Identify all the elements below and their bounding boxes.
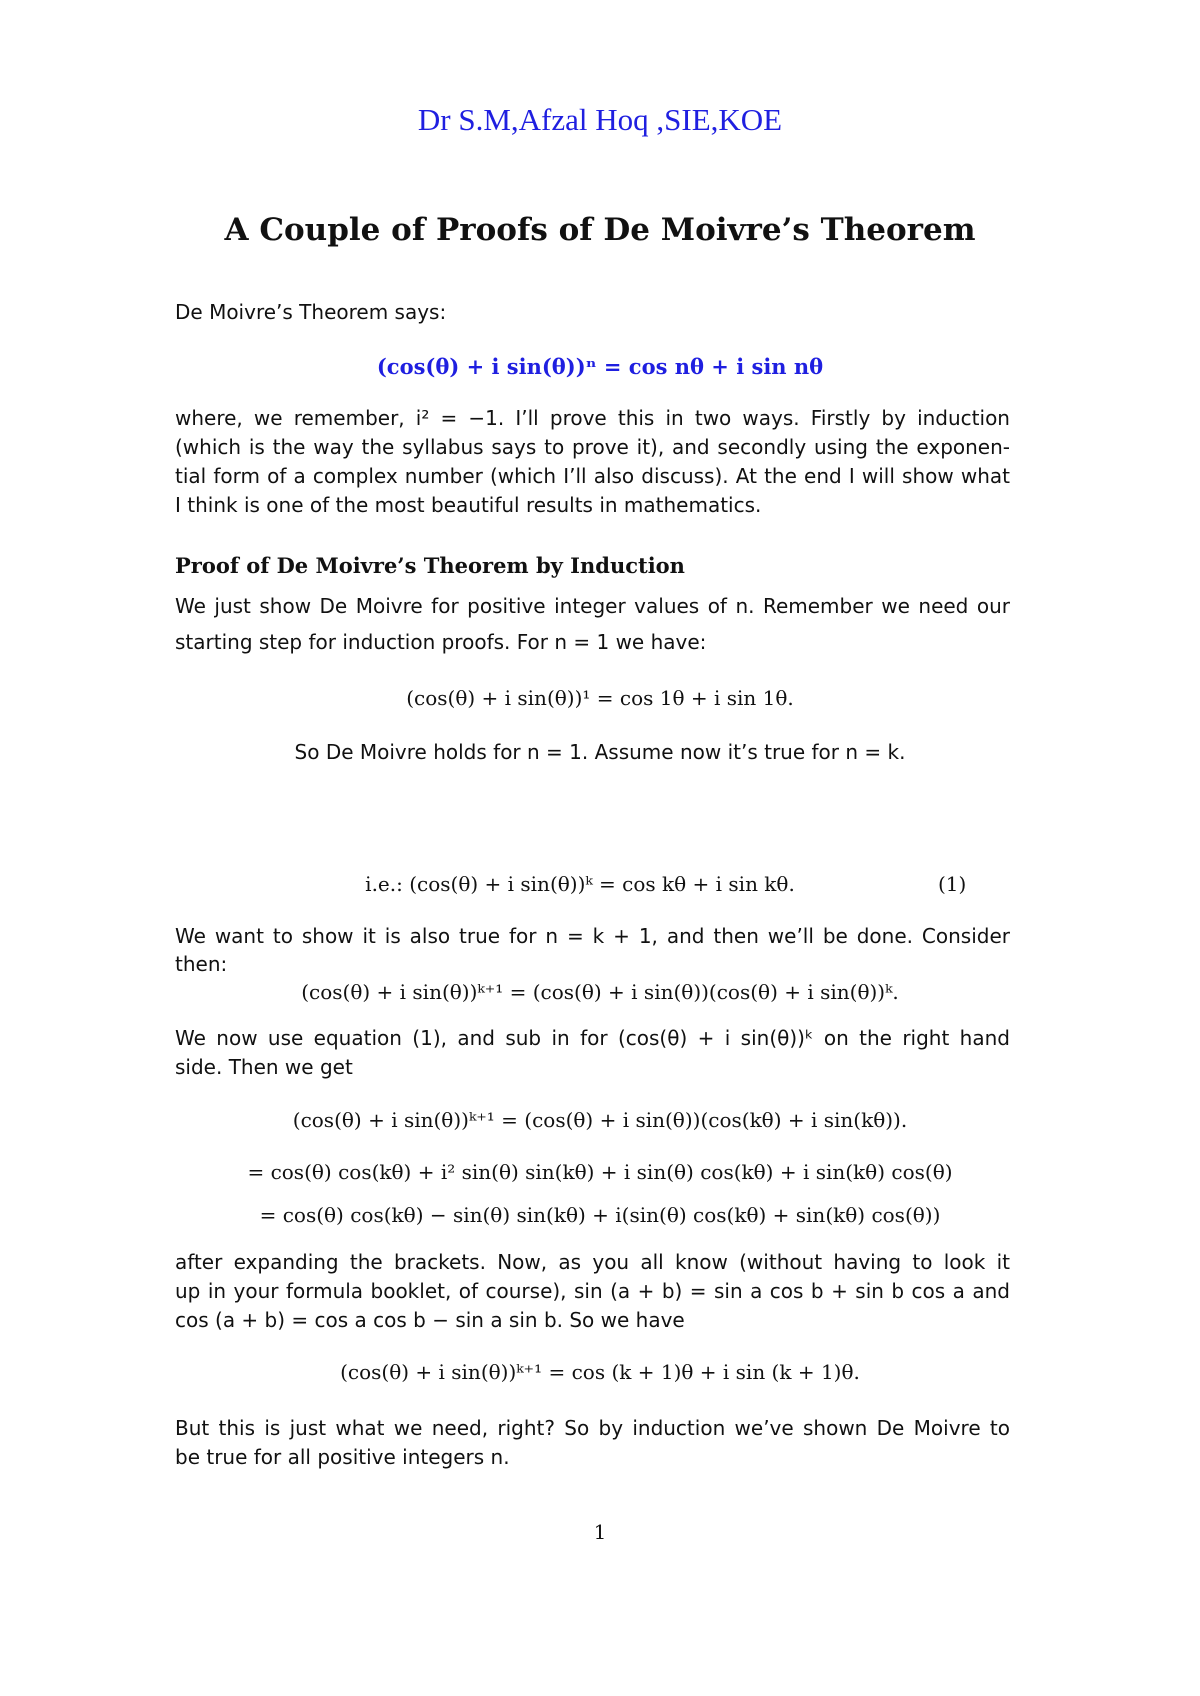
p4-line-1: after expanding the brackets. Now, as you all know (without having to look it [175, 1250, 1010, 1274]
page-number: 1 [593, 1520, 607, 1544]
equation-consider: (cos(θ) + i sin(θ))ᵏ⁺¹ = (cos(θ) + i sin(θ))(cos(θ) + i sin(θ))ᵏ. [301, 980, 899, 1004]
section-heading: Proof of De Moivre’s Theorem by Induction [175, 553, 685, 578]
p4-line-3: cos (a + b) = cos a cos b − sin a sin b. So we have [175, 1308, 685, 1332]
intro-says: De Moivre’s Theorem says: [175, 300, 447, 324]
p5-line-2: be true for all positive integers n. [175, 1445, 510, 1469]
equation-expand-c: = cos(θ) cos(kθ) − sin(θ) sin(kθ) + i(sin(θ) cos(kθ) + sin(kθ) cos(θ)) [259, 1203, 941, 1227]
p1-line-1: We just show De Moivre for positive integer values of n. Remember we need our [175, 594, 1010, 618]
p1-line-2: starting step for induction proofs. For n = 1 we have: [175, 630, 707, 654]
equation-expand-b: = cos(θ) cos(kθ) + i² sin(θ) sin(kθ) + i sin(θ) cos(kθ) + i sin(kθ) cos(θ) [247, 1160, 953, 1184]
p4-line-2: up in your formula booklet, of course), sin (a + b) = sin a cos b + sin b cos a and [175, 1279, 1010, 1303]
holds-line: So De Moivre holds for n = 1. Assume now it’s true for n = k. [294, 740, 906, 764]
equation-number: (1) [938, 872, 967, 896]
intro-line-4: I think is one of the most beautiful results in mathematics. [175, 493, 762, 517]
equation-expand-a: (cos(θ) + i sin(θ))ᵏ⁺¹ = (cos(θ) + i sin(θ))(cos(kθ) + i sin(kθ)). [292, 1108, 908, 1132]
intro-line-2: (which is the way the syllabus says to prove it), and secondly using the exponen- [175, 435, 1010, 459]
equation-base-case: (cos(θ) + i sin(θ))¹ = cos 1θ + i sin 1θ. [406, 686, 794, 710]
intro-line-3: tial form of a complex number (which I’ll also discuss). At the end I will show what [175, 464, 1010, 488]
p3-line-1: We now use equation (1), and sub in for (cos(θ) + i sin(θ))ᵏ on the right hand [175, 1026, 1010, 1050]
author-line: Dr S.M,Afzal Hoq ,SIE,KOE [417, 102, 783, 137]
p3-line-2: side. Then we get [175, 1055, 353, 1079]
p5-line-1: But this is just what we need, right? So by induction we’ve shown De Moivre to [175, 1416, 1010, 1440]
equation-final: (cos(θ) + i sin(θ))ᵏ⁺¹ = cos (k + 1)θ + i sin (k + 1)θ. [340, 1360, 860, 1384]
p2-line-1: We want to show it is also true for n = k + 1, and then we’ll be done. Consider [175, 924, 1010, 948]
equation-1: i.e.: (cos(θ) + i sin(θ))ᵏ = cos kθ + i sin kθ. [365, 872, 795, 896]
theorem-equation: (cos(θ) + i sin(θ))ⁿ = cos nθ + i sin nθ [376, 354, 824, 379]
intro-line-1: where, we remember, i² = −1. I’ll prove this in two ways. Firstly by induction [175, 406, 1010, 430]
p2-line-2: then: [175, 952, 228, 976]
document-title: A Couple of Proofs of De Moivre’s Theorem [224, 212, 976, 248]
